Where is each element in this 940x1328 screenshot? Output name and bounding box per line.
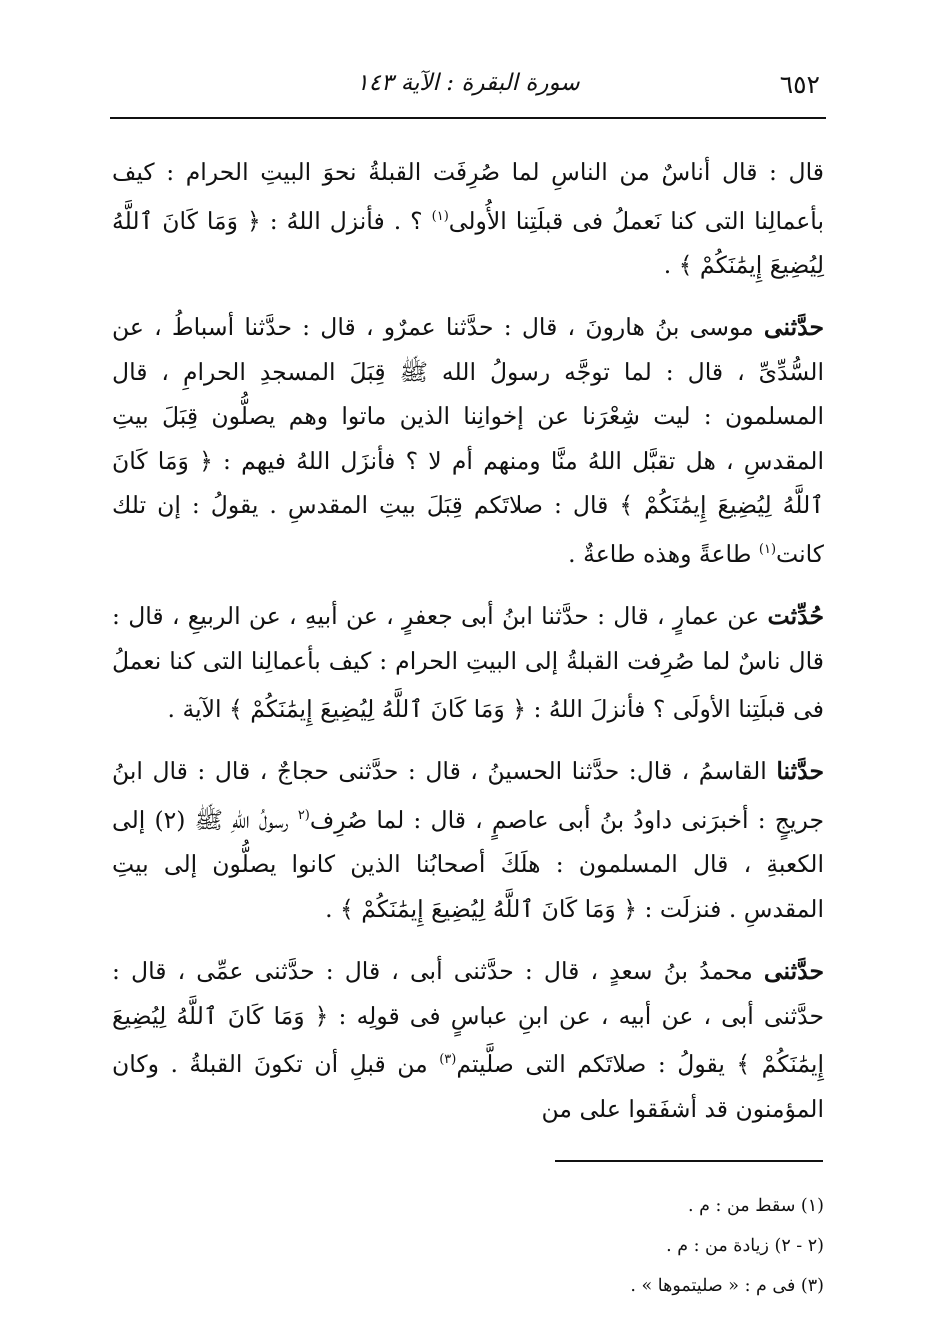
footnote: (٢ - ٢) زيادة من : م . <box>666 1236 824 1256</box>
paragraph-lead: حدَّثنى <box>763 313 824 342</box>
running-title: سورة البقرة : الآية ١٤٣ <box>356 70 580 96</box>
page-header <box>110 66 826 110</box>
paragraph-tail: من قبلِ أن تكونَ القبلةُ . وكان المؤمنون قد أشفَقوا على من <box>112 1050 824 1123</box>
paragraph <box>112 594 824 731</box>
paragraph-text: قال : قال أناسٌ من الناسِ لما صُرِفَت القبلةُ نحوَ البيتِ الحرام : كيف بأعمالِنا التى كنا نَعملُ فى قبلَتِنا الأُولى <box>112 158 824 235</box>
footnote: (١) سقط من : م . <box>688 1196 824 1216</box>
footnote-ref: (١) <box>431 208 449 224</box>
footnote-rule <box>555 1160 823 1162</box>
paragraph-tail: رسولُ اللهِ ﷺ (٢) إلى الكعبةِ ، قال المسلمون : هلَكَ أصحابُنا الذين كانوا يصلُّون إلى بيتِ المقدسِ . فنزلَت : ﴿ وَمَا كَانَ ٱللَّهُ لِيُضِيعَ إِيمَٰنَكُمْ ﴾ . <box>112 805 824 923</box>
paragraph-text: عن عمارٍ ، قال : حدَّثنا ابنُ أبى جعفرٍ ، عن أبيهِ ، عن الربيعِ ، قال : قال ناسٌ لما صُرِفت القبلةُ إلى البيتِ الحرام : كيف بأعمالِنا التى كنا نعملُ فى قبلَتِنا الأولَى ؟ فأنزلَ اللهُ : ﴿ وَمَا كَانَ ٱللَّهُ لِيُضِيعَ إِيمَٰنَكُمْ ﴾ الآية . <box>112 602 824 723</box>
paragraph <box>112 949 824 1131</box>
paragraph-text: موسى بنُ هارونَ ، قال : حدَّثنا عمرٌو ، قال : حدَّثنا أسباطُ ، عن السُّدِّىِّ ، قال : لما توجَّه رسولُ الله ﷺ قِبَلَ المسجدِ الحرامِ ، قال المسلمون : ليت شِعْرَنا عن إخوانِنا الذين ماتوا وهم يصلُّون قِبَلَ بيتِ المقدسِ ، هل تقبَّل اللهُ منَّا ومنهم أم لا ؟ فأنزَل اللهُ فيهم : ﴿ وَمَا كَانَ ٱللَّهُ لِيُضِيعَ إِيمَٰنَكُمْ ﴾ قال : صلاتَكم قِبَلَ بيتِ المقدسِ . يقولُ : إن تلك كانت <box>112 313 824 568</box>
header-rule <box>110 117 826 119</box>
paragraph <box>112 305 824 576</box>
paragraph <box>112 150 824 287</box>
footnote-ref: (٢ <box>297 807 310 823</box>
paragraph-lead: حدَّثنا <box>776 757 824 786</box>
page-body <box>112 150 824 1149</box>
paragraph-lead: حُدِّثت <box>767 602 824 631</box>
paragraph-text: محمدُ بنُ سعدٍ ، قال : حدَّثنى أبى ، قال : حدَّثنى عمِّى ، قال : حدَّثنى أبى ، عن أبيه ، عن ابنِ عباسٍ فى قولِه : ﴿ وَمَا كَانَ ٱللَّهُ لِيُضِيعَ إِيمَٰنَكُمْ ﴾ يقولُ : صلاتَكم التى صلَّيتم <box>112 957 824 1079</box>
paragraph-tail: طاعةً وهذه طاعةٌ . <box>568 539 752 568</box>
footnote-ref: (٣) <box>439 1052 457 1068</box>
paragraph <box>112 749 824 931</box>
page-number: ٦٥٢ <box>779 70 820 99</box>
paragraph-lead: حدَّثنى <box>763 957 824 986</box>
footnotes <box>112 1192 824 1312</box>
footnote-ref: (١) <box>758 541 777 557</box>
footnote: (٣) فى م : « صليتموها » . <box>630 1276 824 1296</box>
paragraph-text: القاسمُ ، قال: حدَّثنا الحسينُ ، قال : حدَّثنى حجاجٌ ، قال : قال ابنُ جريجٍ : أخبرَنى داودُ بنُ أبى عاصمٍ ، قال : لما صُرِف <box>112 757 824 834</box>
paragraph-tail: ؟ . فأنزل اللهُ : ﴿ وَمَا كَانَ ٱللَّهُ لِيُضِيعَ إِيمَٰنَكُمْ ﴾ . <box>112 206 824 279</box>
